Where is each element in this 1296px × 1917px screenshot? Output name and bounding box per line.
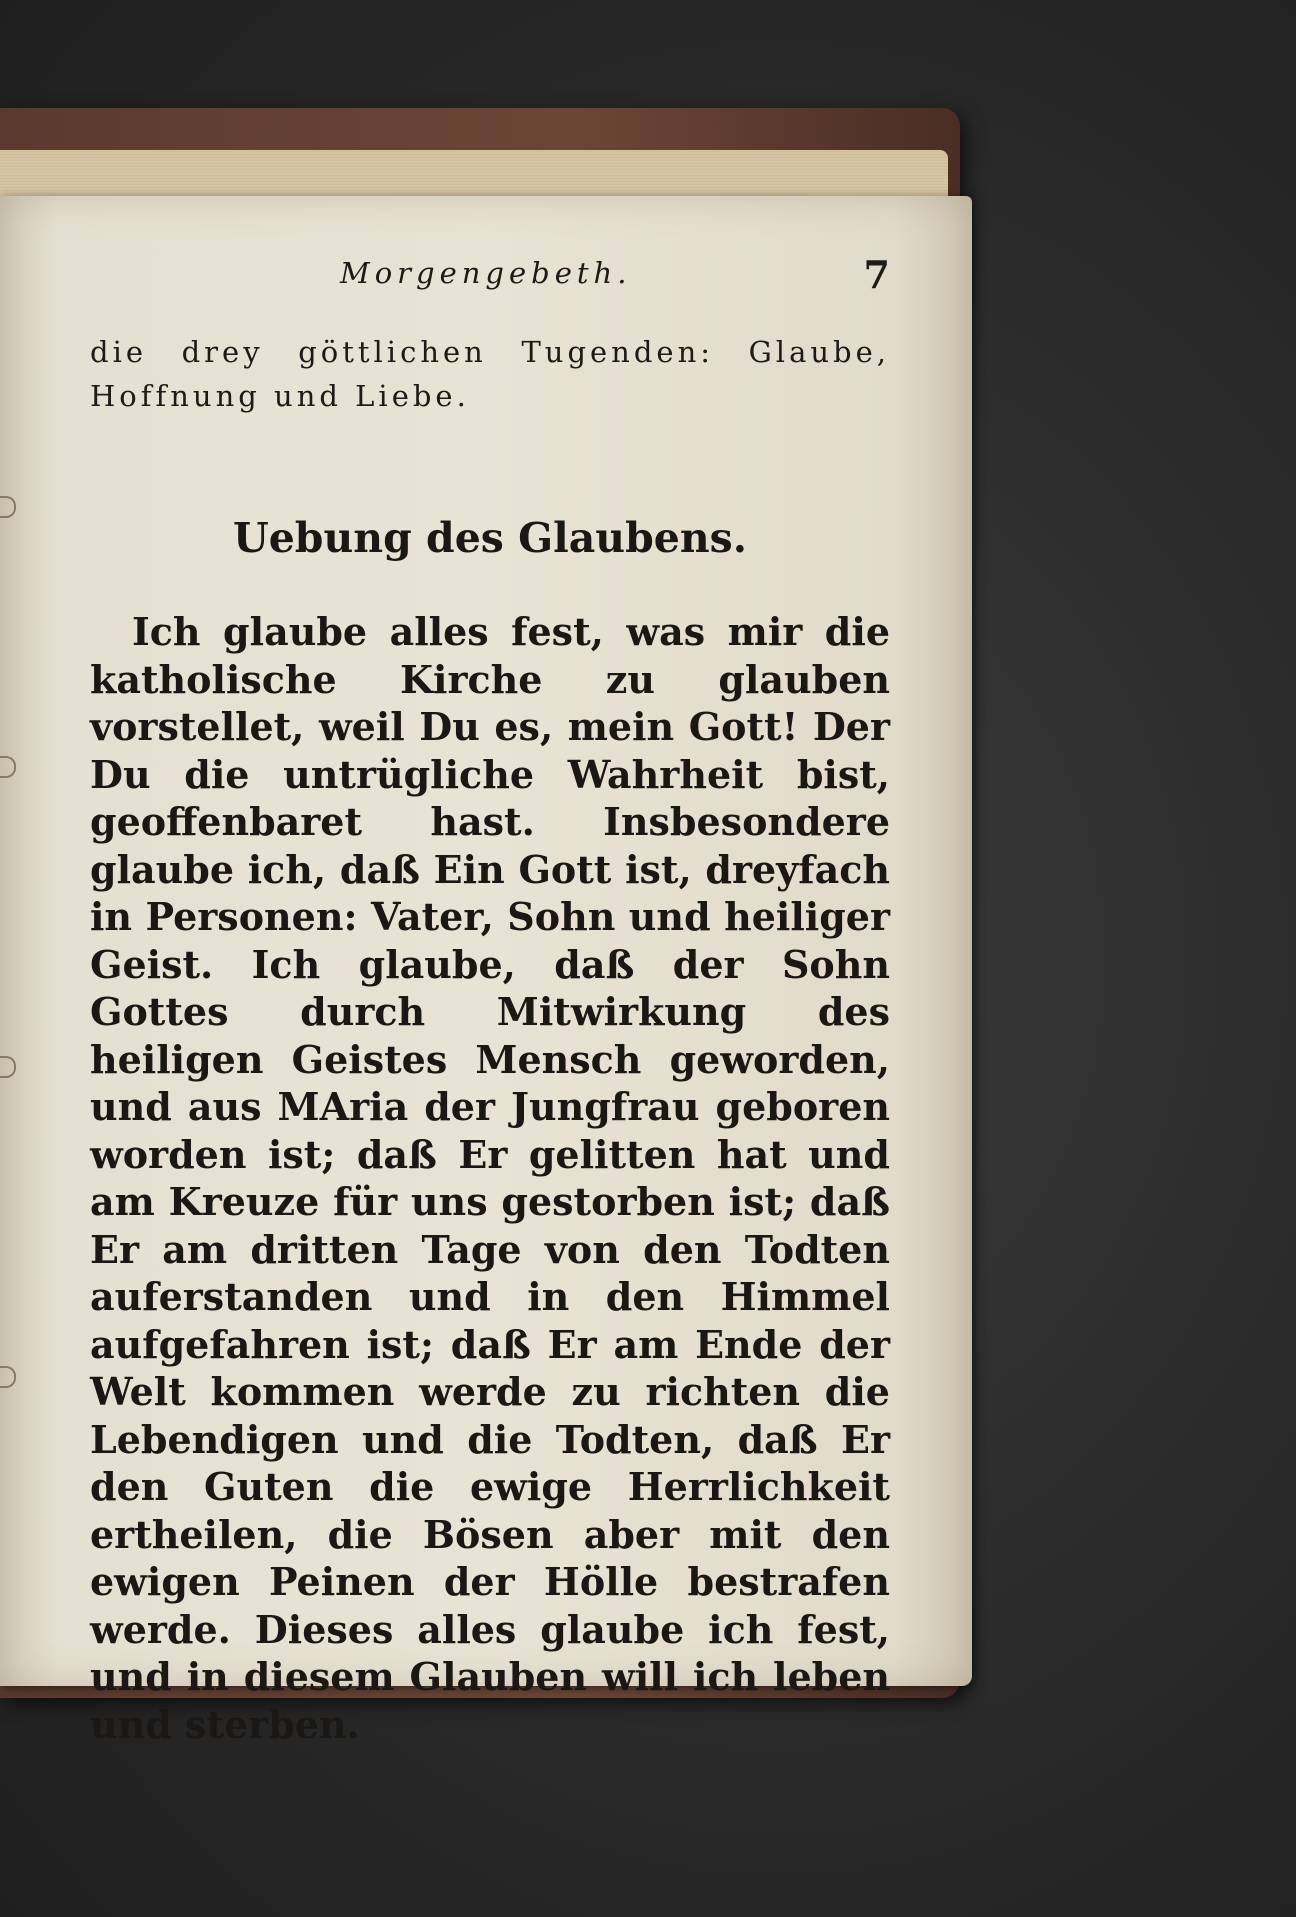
binding-stitch	[0, 756, 16, 778]
page-header	[90, 252, 890, 300]
binding-stitch	[0, 1056, 16, 1078]
binding-stitch	[0, 496, 16, 518]
book-page	[0, 196, 972, 1747]
section-title: Uebung des Glaubens.	[232, 514, 748, 562]
body-paragraph: Ich glaube alles fest, was mir die katholische Kirche zu glauben vorstellet, weil Du es, mein Gott! Der Du die untrügliche Wahrheit bist, geoffenbaret hast. Insbesondere glaube ich, daß Ein Gott ist, dreyfach in Personen: Vater, Sohn und heiliger Geist. Ich glaube, daß der Sohn Gottes durch Mitwirkung des heiligen Geistes Mensch geworden, und aus MAria der Jungfrau geboren worden ist; daß Er gelitten hat und am Kreuze für uns gestorben ist; daß Er am dritten Tage von den Todten auferstanden und in den Himmel aufgefahren ist; daß Er am Ende der Welt kommen werde zu richten die Lebendigen und die Todten, daß Er den Guten die ewige Herrlichkeit ertheilen, die Bösen aber mit den ewigen Peinen der Hölle bestrafen werde. Dieses alles glaube ich fest, und in diesem Glauben will ich leben und sterben.	[90, 609, 890, 1747]
binding-stitch	[0, 1366, 16, 1388]
page-number: 7	[863, 252, 890, 297]
carry-over-text: die drey göttlichen Tugenden: Glaube, Hoffnung und Liebe.	[90, 335, 890, 413]
running-head: Morgengebeth.	[340, 256, 632, 290]
